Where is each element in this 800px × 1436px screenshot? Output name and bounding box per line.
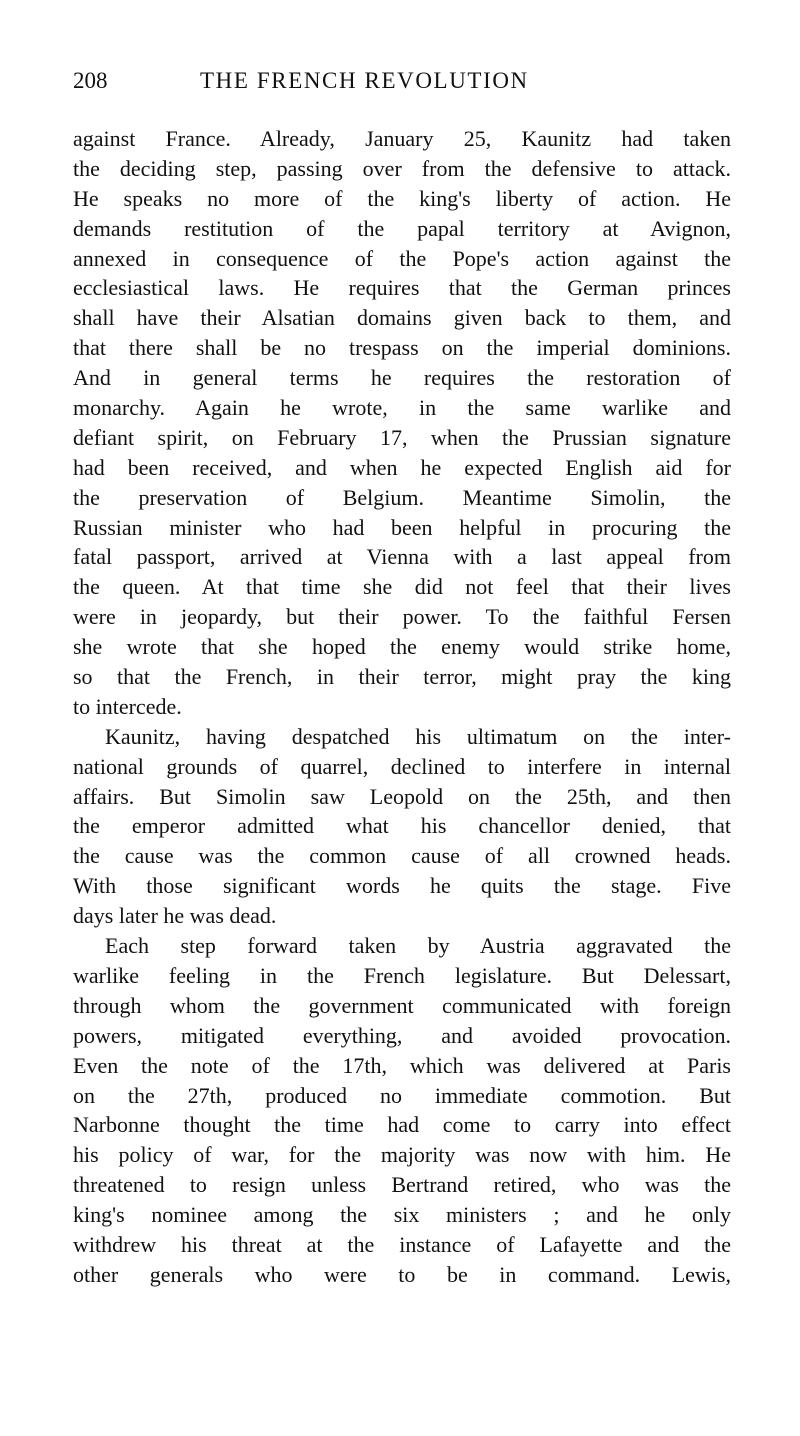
paragraph	[73, 931, 731, 1290]
text-line: so that the French, in their terror, might pray the king	[73, 664, 731, 690]
page-body	[73, 124, 731, 1290]
text-line: demands restitution of the papal territory at Avignon,	[73, 215, 731, 241]
text-line: withdrew his threat at the instance of Lafayette and the	[73, 1231, 731, 1257]
text-line: threatened to resign unless Bertrand retired, who was the	[73, 1172, 731, 1198]
text-line: his policy of war, for the majority was now with him. He	[73, 1142, 731, 1168]
text-line: the cause was the common cause of all crowned heads.	[73, 843, 731, 869]
text-line: Russian minister who had been helpful in procuring the	[73, 514, 731, 540]
text-line: With those significant words he quits the stage. Five	[73, 873, 731, 899]
running-header	[73, 68, 733, 102]
text-line: Even the note of the 17th, which was delivered at Paris	[73, 1052, 731, 1078]
text-line: the preservation of Belgium. Meantime Simolin, the	[73, 484, 731, 510]
text-line: warlike feeling in the French legislature. But Delessart,	[73, 962, 731, 988]
paragraph	[73, 722, 731, 931]
text-line: king's nominee among the six ministers ; and he only	[73, 1202, 731, 1228]
text-line: defiant spirit, on February 17, when the Prussian signature	[73, 424, 731, 450]
running-title: THE FRENCH REVOLUTION	[200, 68, 529, 93]
text-line: the emperor admitted what his chancellor denied, that	[73, 813, 731, 839]
text-line: powers, mitigated everything, and avoided provocation.	[73, 1022, 731, 1048]
text-line: the queen. At that time she did not feel that their lives	[73, 574, 731, 600]
page-number: 208	[73, 68, 108, 93]
paragraph	[73, 124, 731, 722]
text-line: monarchy. Again he wrote, in the same warlike and	[73, 395, 731, 421]
text-line: to intercede.	[73, 693, 182, 719]
text-line: the deciding step, passing over from the defensive to attack.	[73, 155, 731, 181]
text-line: ecclesiastical laws. He requires that the German princes	[73, 275, 731, 301]
text-line: days later he was dead.	[73, 903, 277, 929]
text-line: Narbonne thought the time had come to carry into effect	[73, 1112, 731, 1138]
text-line: He speaks no more of the king's liberty of action. He	[73, 185, 731, 211]
text-line: had been received, and when he expected English aid for	[73, 454, 731, 480]
text-line: shall have their Alsatian domains given back to them, and	[73, 305, 731, 331]
text-line: fatal passport, arrived at Vienna with a last appeal from	[73, 544, 731, 570]
text-line: through whom the government communicated with foreign	[73, 992, 731, 1018]
text-line: on the 27th, produced no immediate commotion. But	[73, 1082, 731, 1108]
text-line: other generals who were to be in command. Lewis,	[73, 1261, 731, 1287]
text-line: national grounds of quarrel, declined to interfere in internal	[73, 753, 731, 779]
text-line: Each step forward taken by Austria aggravated the	[105, 933, 731, 959]
text-line: Kaunitz, having despatched his ultimatum on the inter-	[105, 723, 731, 749]
text-line: that there shall be no trespass on the imperial dominions.	[73, 335, 731, 361]
text-line: she wrote that she hoped the enemy would strike home,	[73, 634, 731, 660]
text-line: affairs. But Simolin saw Leopold on the 25th, and then	[73, 783, 731, 809]
text-line: annexed in consequence of the Pope's action against the	[73, 245, 731, 271]
text-line: against France. Already, January 25, Kaunitz had taken	[73, 126, 731, 151]
text-line: were in jeopardy, but their power. To the faithful Fersen	[73, 604, 731, 630]
text-line: And in general terms he requires the restoration of	[73, 365, 731, 391]
